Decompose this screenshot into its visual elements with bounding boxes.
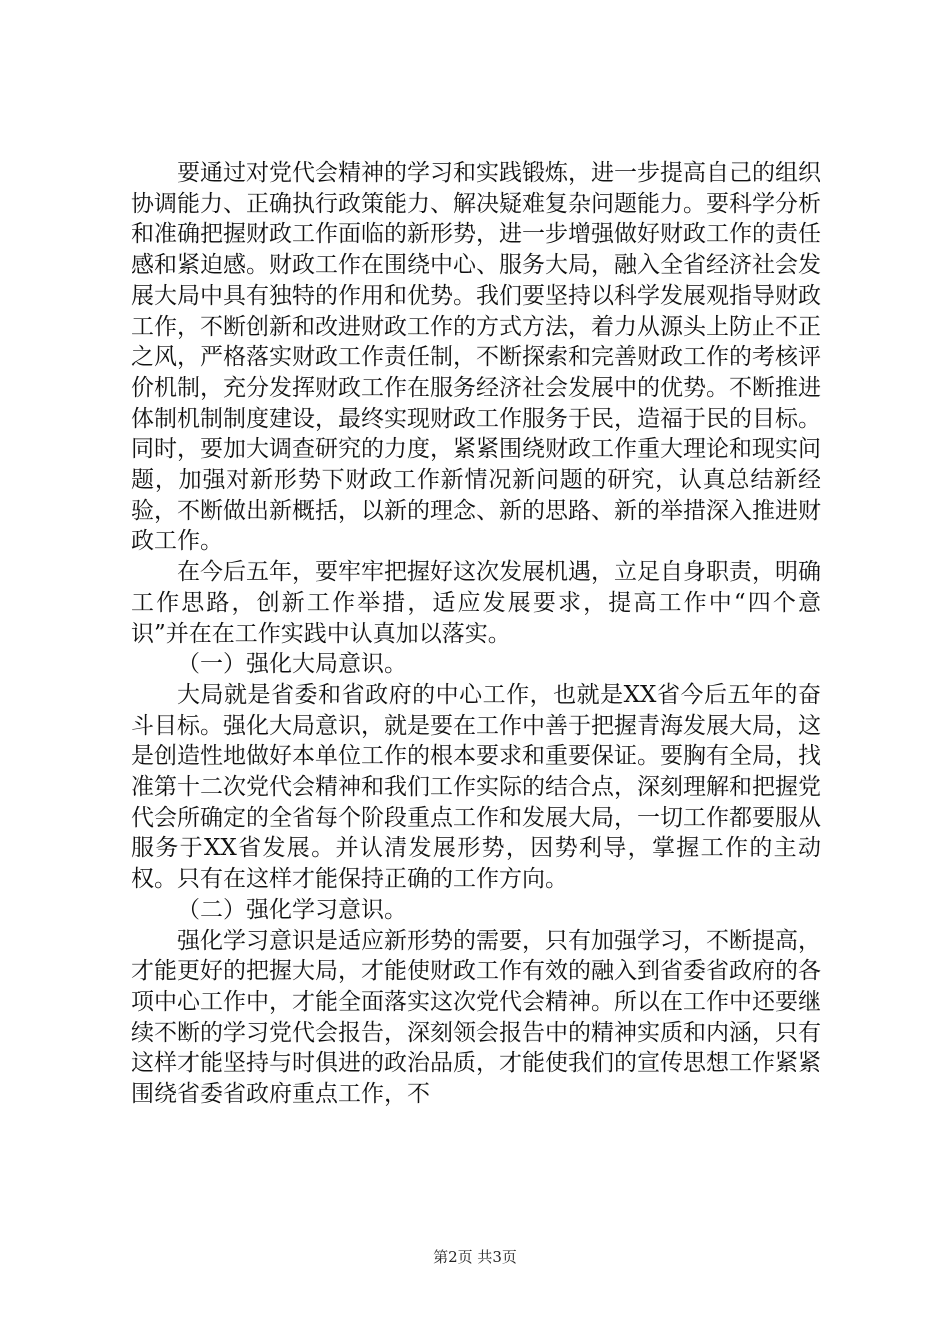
section-heading-learning-awareness: （二）强化学习意识。 bbox=[177, 896, 407, 923]
paragraph-overall-awareness: 大局就是省委和省政府的中心工作，也就是XX省今后五年的奋斗目标。强化大局意识，就是要在工作中善于把握青海发展大局，这是创造性地做好本单位工作的根本要求和重要保证。要胸有全局，找准第十二次党代会精神和我们工作实际的结合点，深刻理解和把握党代会所确定的全省每个阶段重点工作和发展大局，一切工作都要服从服务于XX省发展。并认清发展形势，因势利导，掌握工作的主动权。只有在这样才能保持正确的工作方向。 bbox=[131, 681, 821, 893]
page-number-footer: 第2页 共3页 bbox=[433, 1248, 517, 1266]
paragraph-learning-awareness: 强化学习意识是适应新形势的需要，只有加强学习，不断提高，才能更好的把握大局，才能使财政工作有效的融入到省委省政府的各项中心工作中，才能全面落实这次党代会精神。所以在工作中还要继续不断的学习党代会报告，深刻领会报告中的精神实质和内涵，只有这样才能坚持与时俱进的政治品质，才能使我们的宣传思想工作紧紧围绕省委省政府重点工作，不 bbox=[131, 927, 821, 1108]
paragraph-next-five-years: 在今后五年，要牢牢把握好这次发展机遇，立足自身职责，明确工作思路，创新工作举措，适应发展要求，提高工作中“四个意识”并在在工作实践中认真加以落实。 bbox=[131, 559, 821, 647]
section-heading-overall-awareness: （一）强化大局意识。 bbox=[177, 651, 407, 678]
paragraph-study-practice: 要通过对党代会精神的学习和实践锻炼，进一步提高自己的组织协调能力、正确执行政策能力、解决疑难复杂问题能力。要科学分析和准确把握财政工作面临的新形势，进一步增强做好财政工作的责任感和紧迫感。财政工作在围绕中心、服务大局，融入全省经济社会发展大局中具有独特的作用和优势。我们要坚持以科学发展观指导财政工作，不断创新和改进财政工作的方式方法，着力从源头上防止不正之风，严格落实财政工作责任制，不断探索和完善财政工作的考核评价机制，充分发挥财政工作在服务经济社会发展中的优势。不断推进体制机制制度建设，最终实现财政工作服务于民，造福于民的目标。同时，要加大调查研究的力度，紧紧围绕财政工作重大理论和现实问题，加强对新形势下财政工作新情况新问题的研究，认真总结新经验，不断做出新概括，以新的理念、新的思路、新的举措深入推进财政工作。 bbox=[131, 160, 821, 555]
document-body bbox=[131, 158, 821, 1110]
